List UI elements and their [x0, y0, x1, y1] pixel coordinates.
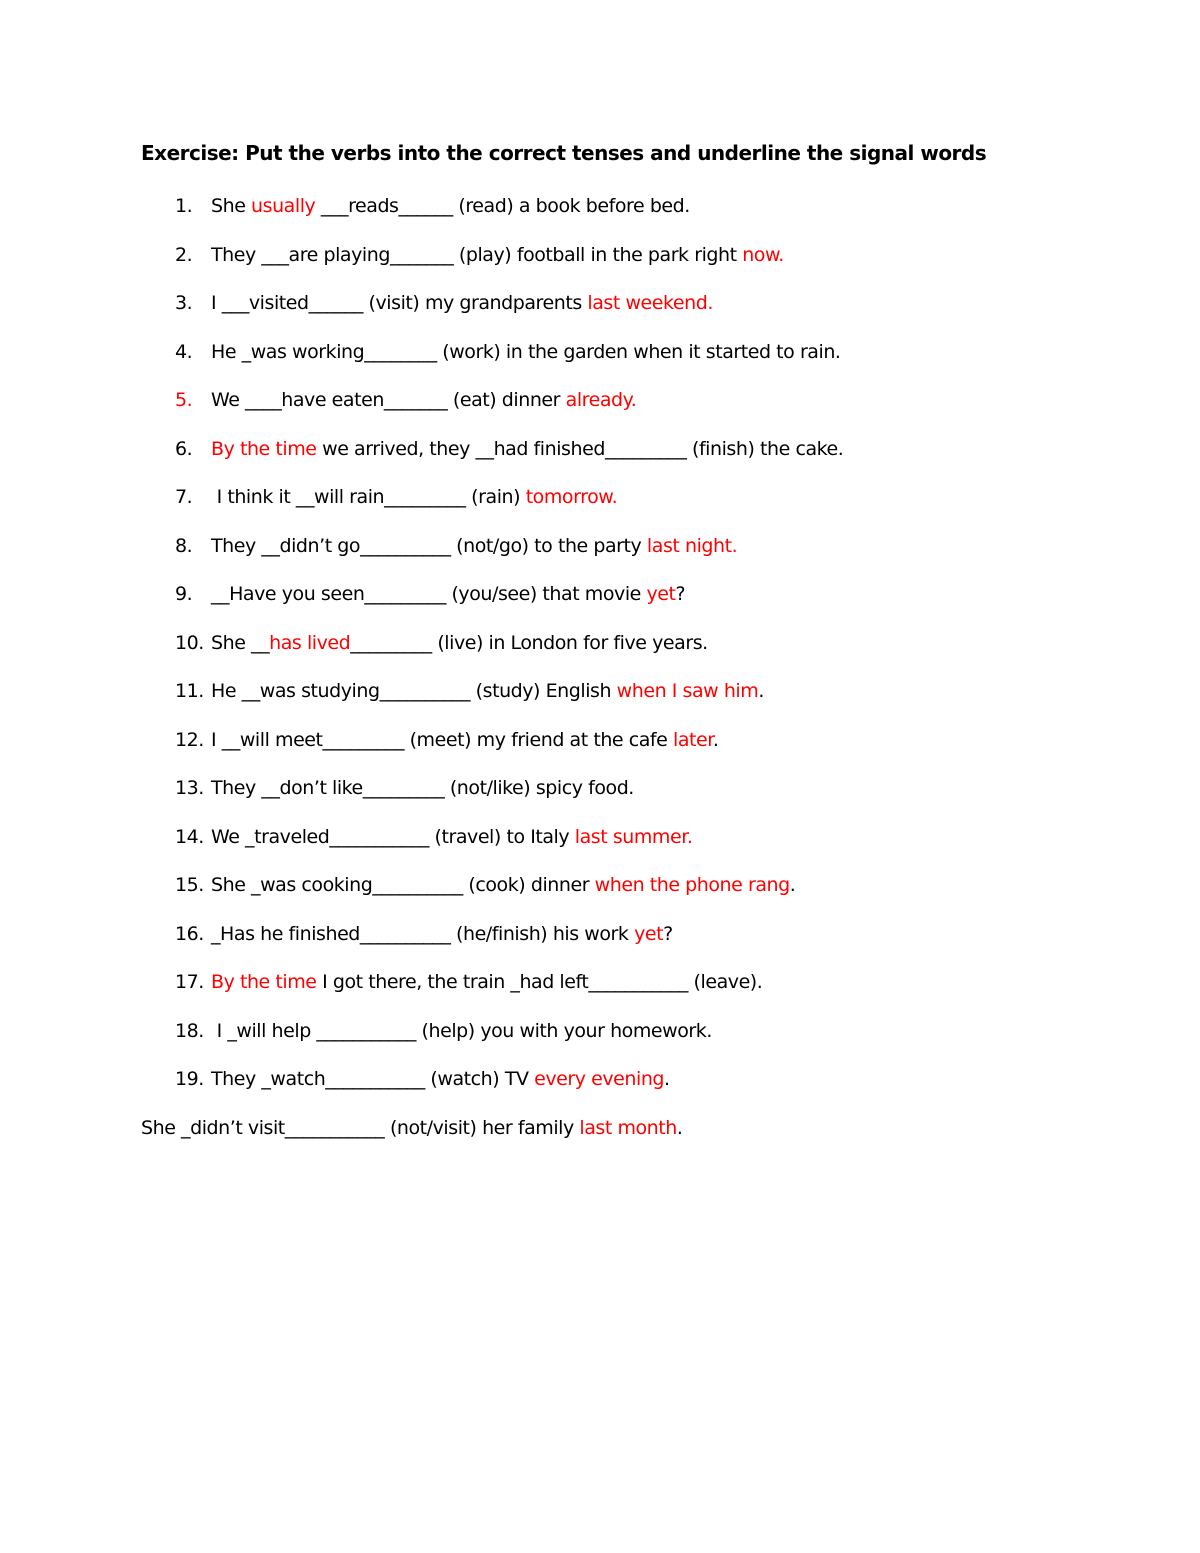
item-number: 7. [175, 486, 193, 508]
item-text: ___reads______ (read) a book before bed. [315, 195, 690, 217]
item-number: 12. [175, 729, 204, 751]
exercise-item-unnumbered [141, 1113, 682, 1143]
item-number: 17. [175, 971, 204, 993]
item-text: . [789, 874, 796, 896]
signal-word: tomorrow. [525, 486, 618, 508]
exercise-item [175, 919, 673, 949]
signal-word: usually [251, 195, 316, 217]
item-number: 2. [175, 244, 193, 266]
item-number: 16. [175, 923, 204, 945]
item-text: . [664, 1068, 670, 1090]
item-text: ? [675, 583, 686, 605]
item-text: We _traveled___________ (travel) to Italy [211, 826, 575, 848]
exercise-item [175, 870, 795, 900]
item-number: 3. [175, 292, 193, 314]
item-text: He __was studying__________ (study) English [211, 680, 617, 702]
item-text: I _will help ___________ (help) you with your homework. [211, 1020, 712, 1042]
exercise-item [175, 725, 719, 755]
item-text: They __don’t like_________ (not/like) spicy food. [211, 777, 634, 799]
item-number: 15. [175, 874, 204, 896]
item-number: 13. [175, 777, 204, 799]
exercise-item [175, 967, 762, 997]
exercise-item [175, 482, 617, 512]
item-text: They _watch___________ (watch) TV [211, 1068, 535, 1090]
item-number: 1. [175, 195, 193, 217]
exercise-item [175, 1064, 670, 1094]
signal-word: By the time [211, 971, 317, 993]
item-text: We ____have eaten_______ (eat) dinner [211, 389, 566, 411]
item-number: 8. [175, 535, 193, 557]
exercise-item [175, 337, 841, 367]
exercise-item [175, 579, 685, 609]
item-text: _________ (live) in London for five years. [350, 632, 708, 654]
item-number: 19. [175, 1068, 204, 1090]
item-number: 6. [175, 438, 193, 460]
signal-word: every evening [534, 1068, 665, 1090]
item-text: She __ [211, 632, 270, 654]
signal-word: last night. [646, 535, 738, 557]
item-text: ? [663, 923, 673, 945]
item-text: He _was working________ (work) in the garden when it started to rain. [211, 341, 841, 363]
signal-word: By the time [211, 438, 317, 460]
exercise-item [175, 434, 843, 464]
signal-word: when the phone rang [594, 874, 790, 896]
signal-word: yet [634, 923, 664, 945]
exercise-item [175, 191, 690, 221]
item-text: She _was cooking__________ (cook) dinner [211, 874, 595, 896]
item-text: __Have you seen_________ (you/see) that movie [211, 583, 647, 605]
item-number: 11. [175, 680, 204, 702]
exercise-item [175, 1016, 712, 1046]
item-text: I ___visited______ (visit) my grandparents [211, 292, 588, 314]
item-text: She _didn’t visit___________ (not/visit) her family [141, 1117, 580, 1139]
item-text: I think it __will rain_________ (rain) [211, 486, 526, 508]
item-number: 4. [175, 341, 193, 363]
signal-word: last month [579, 1117, 677, 1139]
signal-word: last weekend. [587, 292, 713, 314]
exercise-item [175, 288, 713, 318]
item-number: 5. [175, 389, 193, 411]
signal-word: already. [565, 389, 637, 411]
exercise-item [175, 822, 692, 852]
item-text: I __will meet_________ (meet) my friend at the cafe [211, 729, 674, 751]
item-text: . [712, 729, 719, 751]
signal-word: now. [742, 244, 784, 266]
exercise-item [175, 531, 737, 561]
item-text: we arrived, they __had finished_________ (finish) the cake. [316, 438, 844, 460]
signal-word: yet [646, 583, 676, 605]
item-number: 18. [175, 1020, 204, 1042]
exercise-item [175, 676, 764, 706]
signal-word: has lived [269, 632, 351, 654]
item-number: 10. [175, 632, 204, 654]
exercise-item [175, 628, 708, 658]
item-number: 9. [175, 583, 193, 605]
signal-word: later [673, 729, 713, 751]
item-text: They __didn’t go__________ (not/go) to the party [211, 535, 647, 557]
item-number: 14. [175, 826, 204, 848]
exercise-item [175, 773, 634, 803]
item-text: _Has he finished__________ (he/finish) his work [211, 923, 635, 945]
signal-word: when I saw him [616, 680, 759, 702]
exercise-item [175, 385, 636, 415]
item-text: They ___are playing_______ (play) football in the park right [211, 244, 743, 266]
item-text: . [676, 1117, 683, 1139]
exercise-item [175, 240, 784, 270]
item-text: She [211, 195, 252, 217]
exercise-title: Exercise: Put the verbs into the correct tenses and underline the signal words [141, 141, 987, 165]
item-text: I got there, the train _had left___________ (leave). [316, 971, 763, 993]
item-text: . [758, 680, 764, 702]
signal-word: last summer. [574, 826, 693, 848]
